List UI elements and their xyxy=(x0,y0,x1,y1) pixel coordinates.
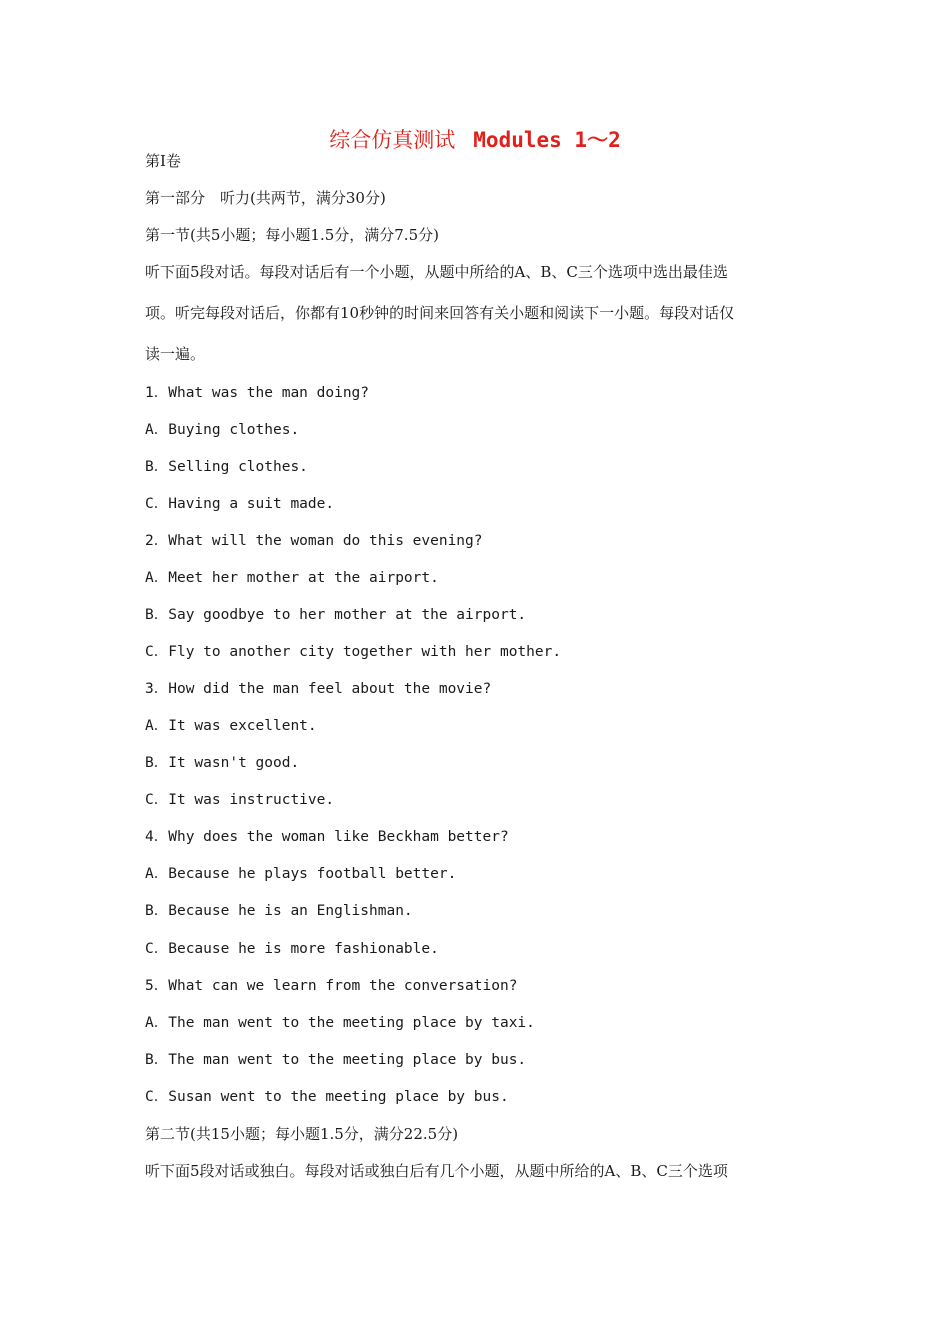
answer-option: A．The man went to the meeting place by taxi. xyxy=(145,1015,535,1031)
answer-option: B．Say goodbye to her mother at the airport. xyxy=(145,607,527,623)
section-one-heading: 第一节(共5小题；每小题1.5分，满分7.5分) xyxy=(145,226,439,244)
document-title xyxy=(0,124,950,154)
answer-option: C．It was instructive. xyxy=(145,792,335,808)
answer-option: A．It was excellent. xyxy=(145,718,317,734)
question-text: 2．What will the woman do this evening? xyxy=(145,533,483,549)
answer-option: A．Meet her mother at the airport. xyxy=(145,570,439,586)
answer-option: C．Having a suit made. xyxy=(145,496,335,512)
answer-option: A．Because he plays football better. xyxy=(145,866,457,882)
question-text: 3．How did the man feel about the movie? xyxy=(145,681,492,697)
answer-option: B．It wasn't good. xyxy=(145,755,300,771)
instructions-line: 读一遍。 xyxy=(145,345,206,363)
title-chinese: 综合仿真测试 xyxy=(329,128,456,152)
section-two-heading: 第二节(共15小题；每小题1.5分，满分22.5分) xyxy=(145,1125,459,1143)
question-text: 5．What can we learn from the conversation? xyxy=(145,978,518,994)
answer-option: B．The man went to the meeting place by bus. xyxy=(145,1052,527,1068)
question-text: 4．Why does the woman like Beckham better? xyxy=(145,829,509,845)
instructions-line: 项。听完每段对话后，你都有10秒钟的时间来回答有关小题和阅读下一小题。每段对话仅 xyxy=(145,304,735,322)
title-modules: Modules 1～2 xyxy=(473,128,621,152)
answer-option: C．Fly to another city together with her mother. xyxy=(145,644,562,660)
answer-option: B．Because he is an Englishman. xyxy=(145,903,413,919)
answer-option: A．Buying clothes. xyxy=(145,422,300,438)
instructions-line: 听下面5段对话。每段对话后有一个小题，从题中所给的A、B、C三个选项中选出最佳选 xyxy=(145,263,728,281)
question-text: 1．What was the man doing? xyxy=(145,385,370,401)
volume-heading: 第Ⅰ卷 xyxy=(145,152,181,170)
answer-option: B．Selling clothes. xyxy=(145,459,308,475)
instructions-line: 听下面5段对话或独白。每段对话或独白后有几个小题，从题中所给的A、B、C三个选项 xyxy=(145,1162,728,1180)
answer-option: C．Susan went to the meeting place by bus. xyxy=(145,1089,509,1105)
part-heading: 第一部分 听力(共两节，满分30分) xyxy=(145,189,386,207)
answer-option: C．Because he is more fashionable. xyxy=(145,941,439,957)
